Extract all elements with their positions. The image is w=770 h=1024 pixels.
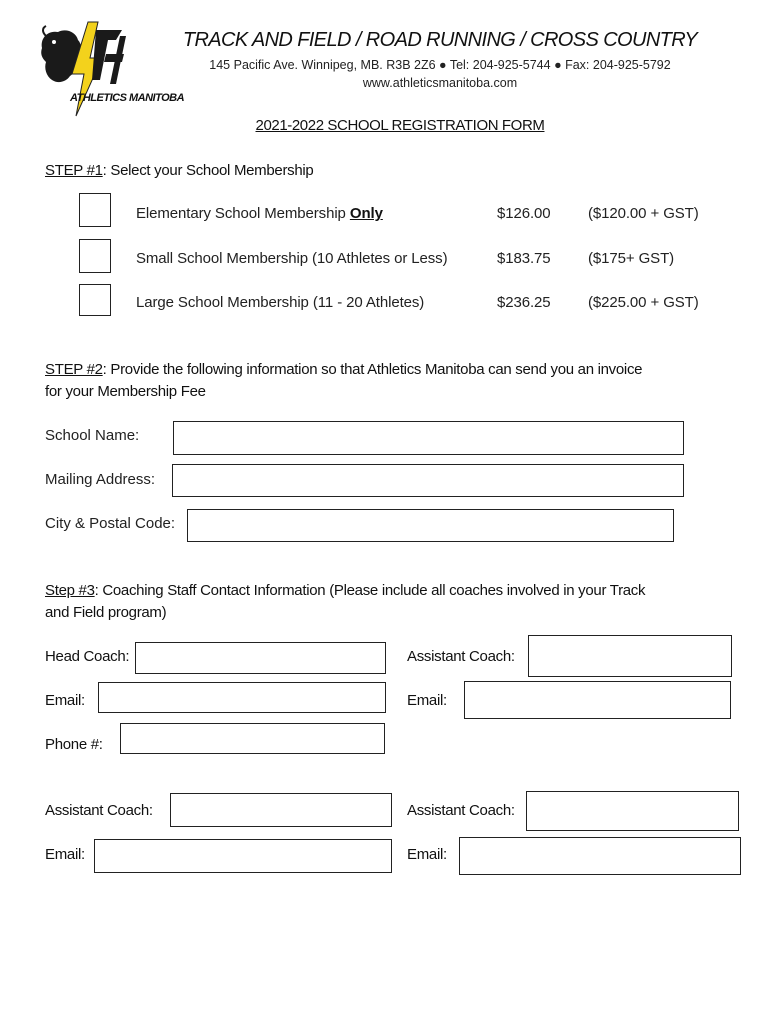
header-address: 145 Pacific Ave. Winnipeg, MB. R3B 2Z6 ● Tel: 204-925-5744 ● Fax: 204-925-5792 — [209, 58, 671, 72]
city-postal-field[interactable] — [187, 509, 674, 542]
assistant-coach-1-email-label: Email: — [407, 692, 447, 709]
assistant-coach-3-email-field[interactable] — [459, 837, 741, 875]
step3-label: Step #3 — [45, 582, 95, 599]
step3-heading — [45, 580, 745, 624]
assistant-coach-3-label: Assistant Coach: — [407, 802, 515, 819]
form-title: 2021-2022 SCHOOL REGISTRATION FORM — [255, 117, 545, 134]
assistant-coach-1-field[interactable] — [528, 635, 732, 677]
assistant-coach-3-field[interactable] — [526, 791, 739, 831]
phone-field[interactable] — [120, 723, 385, 754]
header-title: TRACK AND FIELD / ROAD RUNNING / CROSS COUNTRY — [182, 29, 698, 51]
small-school-membership-label: Small School Membership (10 Athletes or Less) — [136, 250, 448, 267]
step2-label: STEP #2 — [45, 361, 103, 378]
step3-text-line2: and Field program) — [45, 604, 167, 621]
large-school-membership-checkbox[interactable] — [79, 284, 111, 316]
step2-text-line2: for your Membership Fee — [45, 383, 206, 400]
head-coach-label: Head Coach: — [45, 648, 130, 665]
elementary-membership-label — [136, 205, 383, 222]
step1-label: STEP #1 — [45, 162, 103, 179]
small-school-membership-checkbox[interactable] — [79, 239, 111, 273]
option-emphasis: Only — [349, 205, 383, 222]
head-coach-email-field[interactable] — [98, 682, 386, 713]
large-school-price: $236.25 — [497, 294, 551, 311]
assistant-coach-2-label: Assistant Coach: — [45, 802, 153, 819]
step3-text-line1: : Coaching Staff Contact Information (Please include all coaches involved in your Track — [94, 582, 646, 599]
phone-label: Phone #: — [45, 736, 103, 753]
assistant-coach-1-email-field[interactable] — [464, 681, 731, 719]
head-coach-email-label: Email: — [45, 692, 85, 709]
elementary-price: $126.00 — [497, 205, 551, 222]
assistant-coach-3-email-label: Email: — [407, 846, 447, 863]
small-school-breakdown: ($175+ GST) — [588, 250, 675, 267]
assistant-coach-2-field[interactable] — [170, 793, 392, 827]
logo-wordmark: ATHLETICS MANITOBA — [70, 92, 185, 104]
assistant-coach-2-email-label: Email: — [45, 846, 85, 863]
elementary-membership-checkbox[interactable] — [79, 193, 111, 227]
school-name-label: School Name: — [45, 427, 140, 444]
step2-text-line1: : Provide the following information so that Athletics Manitoba can send you an invoice — [102, 361, 643, 378]
assistant-coach-2-email-field[interactable] — [94, 839, 392, 873]
header-website[interactable]: www.athleticsmanitoba.com — [362, 76, 518, 90]
step1-text: : Select your School Membership — [102, 162, 314, 179]
option-name: Elementary School Membership — [136, 205, 350, 222]
small-school-price: $183.75 — [497, 250, 551, 267]
head-coach-field[interactable] — [135, 642, 386, 674]
mailing-address-field[interactable] — [172, 464, 684, 497]
assistant-coach-1-label: Assistant Coach: — [407, 648, 515, 665]
step1-heading — [45, 160, 313, 182]
city-postal-label: City & Postal Code: — [45, 515, 176, 532]
large-school-membership-label: Large School Membership (11 - 20 Athletes) — [136, 294, 425, 311]
elementary-breakdown: ($120.00 + GST) — [588, 205, 699, 222]
mailing-address-label: Mailing Address: — [45, 471, 156, 488]
school-name-field[interactable] — [173, 421, 684, 455]
large-school-breakdown: ($225.00 + GST) — [588, 294, 699, 311]
step2-heading — [45, 359, 745, 403]
